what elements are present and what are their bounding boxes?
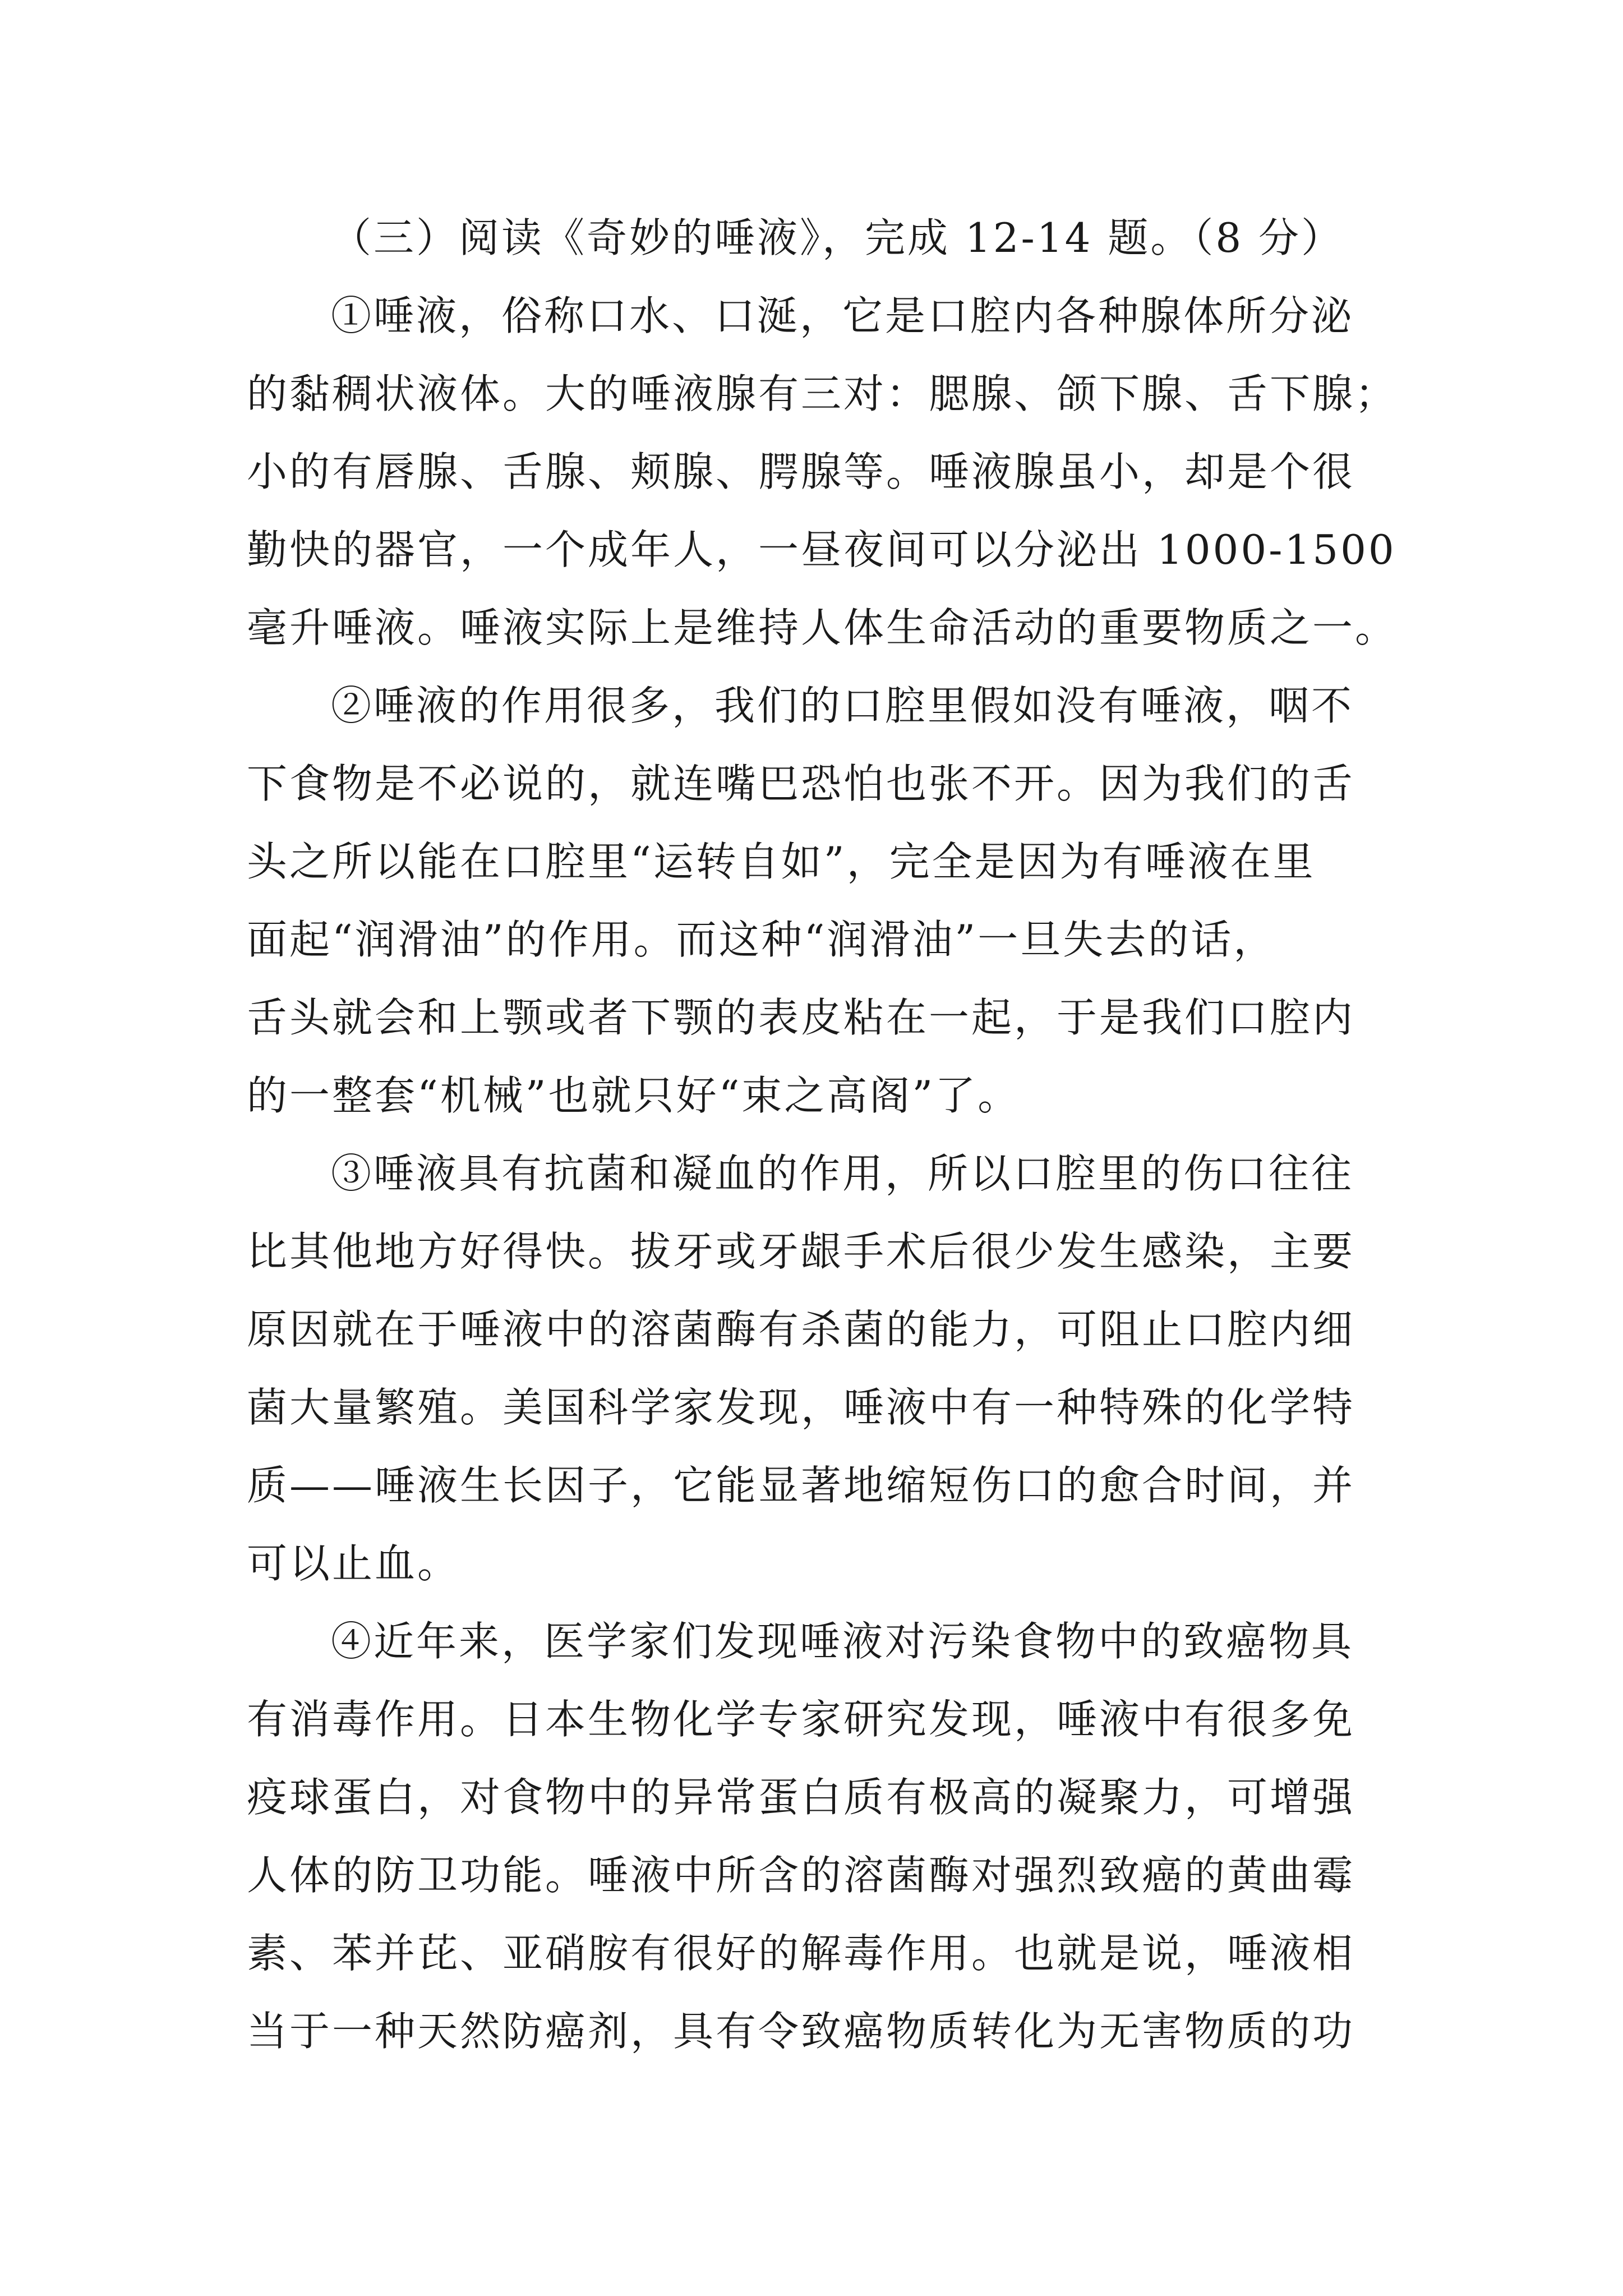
text-line: 比其他地方好得快。拔牙或牙龈手术后很少发生感染，主要 <box>247 1228 1355 1275</box>
text-line: ②唾液的作用很多，我们的口腔里假如没有唾液，咽不 <box>331 682 1354 729</box>
text-line: 素、苯并芘、亚硝胺有很好的解毒作用。也就是说，唾液相 <box>247 1930 1355 1977</box>
text-line: 原因就在于唾液中的溶菌酶有杀菌的能力，可阻止口腔内细 <box>247 1306 1355 1353</box>
text-line: 下食物是不必说的，就连嘴巴恐怕也张不开。因为我们的舌 <box>247 760 1355 807</box>
paragraph-1 <box>247 277 1396 667</box>
paragraph-3 <box>247 1135 1396 1603</box>
article-text <box>247 199 1396 2070</box>
text-line: 菌大量繁殖。美国科学家发现，唾液中有一种特殊的化学特 <box>247 1384 1355 1431</box>
paragraph-4 <box>247 1603 1396 2070</box>
text-line: 勤快的器官，一个成年人，一昼夜间可以分泌出 1000-1500 <box>247 526 1396 573</box>
text-line: ④近年来，医学家们发现唾液对污染食物中的致癌物具 <box>331 1618 1354 1665</box>
text-line: 头之所以能在口腔里“运转自如”，完全是因为有唾液在里 <box>247 838 1316 885</box>
paragraph-2 <box>247 667 1396 1135</box>
text-line: 小的有唇腺、舌腺、颊腺、腭腺等。唾液腺虽小，却是个很 <box>247 448 1355 495</box>
text-line: ③唾液具有抗菌和凝血的作用，所以口腔里的伤口往往 <box>331 1150 1354 1197</box>
text-line: 的黏稠状液体。大的唾液腺有三对：腮腺、颌下腺、舌下腺； <box>247 370 1398 417</box>
text-line: 人体的防卫功能。唾液中所含的溶菌酶对强烈致癌的黄曲霉 <box>247 1852 1355 1899</box>
text-line: 毫升唾液。唾液实际上是维持人体生命活动的重要物质之一。 <box>247 604 1398 651</box>
text-line: 的一整套“机械”也就只好“束之高阁”了。 <box>247 1072 1021 1119</box>
text-line: 当于一种天然防癌剂，具有令致癌物质转化为无害物质的功 <box>247 2008 1355 2055</box>
text-line: 质——唾液生长因子，它能显著地缩短伤口的愈合时间，并 <box>247 1462 1355 1509</box>
text-line: 疫球蛋白，对食物中的异常蛋白质有极高的凝聚力，可增强 <box>247 1774 1355 1821</box>
text-line: 有消毒作用。日本生物化学专家研究发现，唾液中有很多免 <box>247 1696 1355 1743</box>
text-line: 可以止血。 <box>247 1540 460 1587</box>
text-line: ①唾液，俗称口水、口涎，它是口腔内各种腺体所分泌 <box>331 292 1354 339</box>
text-line: 舌头就会和上颚或者下颚的表皮粘在一起，于是我们口腔内 <box>247 994 1355 1041</box>
text-line: 面起“润滑油”的作用。而这种“润滑油”一旦失去的话， <box>247 916 1276 963</box>
section-heading: （三）阅读《奇妙的唾液》，完成 12-14 题。（8 分） <box>331 214 1344 261</box>
